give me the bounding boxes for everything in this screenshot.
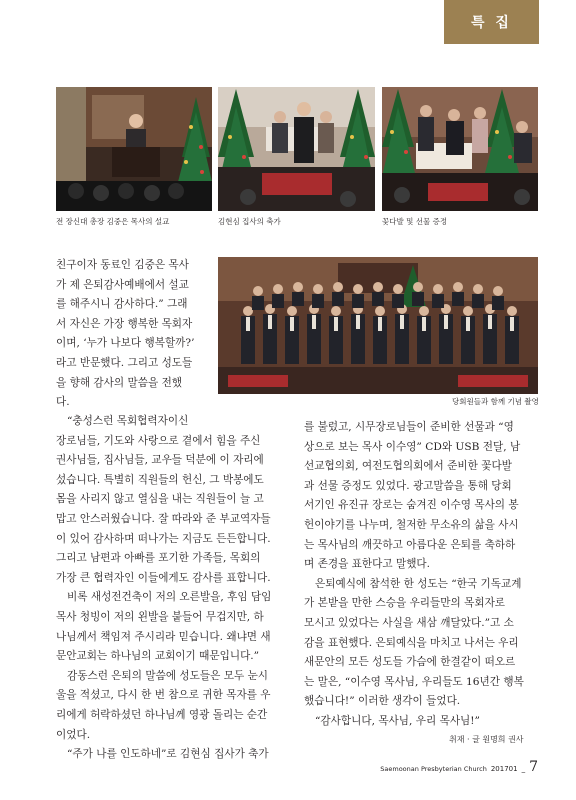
text-line: 상으로 보는 목사 이수영” CD와 USB 전달, 남	[304, 440, 521, 453]
text-line: 새문안의 모든 성도들 가슴에 한결같이 떠오르	[304, 656, 516, 669]
text-line: 감을 표현했다. 은퇴예식을 마치고 나서는 우리	[304, 636, 519, 649]
text-line: 헌이야기를 나누며, 철저한 무소유의 삶을 사시	[304, 518, 519, 531]
text-line: 가 제 은퇴감사예배에서 설교	[56, 278, 189, 291]
text-line: 이며, ‘누가 나보다 행복할까?’	[56, 337, 195, 350]
text-line: 몸을 사리지 않고 열심을 내는 직원들이 늘 고	[56, 493, 264, 506]
text-line: 는 말은, “이수영 목사님, 우리들도 16년간 행복	[304, 675, 524, 688]
page-number: 7	[529, 759, 538, 775]
text-line: 가장 큰 협력자인 이들에게도 감사를 표합니다.	[56, 571, 271, 584]
text-line: 모시고 있었다는 사실을 새삼 깨달았다.”고 소	[304, 616, 514, 629]
text-line: 이 있어 감사하며 떠나가는 지금도 든든합니다.	[56, 532, 271, 545]
text-line: 권사님들, 집사님들, 교우들 덕분에 이 자리에	[56, 454, 264, 467]
text-line: “주가 나를 인도하네”로 김현심 집사가 축가	[67, 748, 269, 761]
article-credit: 취재 · 글 원명희 권사	[449, 735, 524, 744]
gifts-caption: 꽃다발 및 선물 증정	[382, 217, 448, 226]
text-line: 선교협의회, 여전도협의회에서 준비한 꽃다발	[304, 460, 512, 473]
text-line: “충성스런 목회협력자이신	[67, 415, 189, 427]
group-photo	[218, 257, 538, 394]
text-line: 며 존경을 표한다고 말했다.	[304, 558, 431, 571]
text-line: 다.	[56, 396, 70, 409]
gifts-photo	[382, 87, 538, 211]
text-line: 를 불렀고, 시무장로님들이 준비한 선물과 “영	[304, 421, 514, 433]
footer-separator: _	[521, 765, 526, 773]
text-line: 라고 반문했다. 그리고 성도들	[56, 356, 193, 369]
page-footer	[380, 759, 538, 775]
text-line: 는 목사님의 깨끗하고 아름다운 은퇴를 축하하	[304, 538, 516, 551]
article-left-top	[56, 256, 210, 413]
text-line: 과 선물 증정도 있었다. 광고말씀을 통해 당회	[304, 479, 512, 492]
group-caption: 당회원들과 함께 기념 촬영	[452, 397, 539, 406]
text-line: 했습니다!” 이러한 생각이 들었다.	[304, 695, 461, 708]
song-caption: 김현심 집사의 축가	[218, 217, 281, 226]
text-line: 이었다.	[56, 728, 91, 741]
footer-issue: 201701	[490, 765, 518, 773]
article-left-bottom	[56, 412, 292, 765]
text-line: 친구이자 동료인 김중은 목사	[56, 259, 189, 271]
text-line: 목사 청빙이 저의 왼발을 붙들어 무겁지만, 하	[56, 610, 264, 623]
song-photo	[218, 87, 375, 211]
article-right	[304, 418, 540, 732]
sermon-caption: 전 장신대 총장 김중은 목사의 설교	[56, 217, 170, 226]
text-line: 서기인 유진규 장로는 숨겨진 이수영 목사의 봉	[304, 499, 519, 512]
text-line: “감사합니다, 목사님, 우리 목사님!”	[315, 714, 480, 727]
text-line: 섰습니다. 특별히 직원들의 헌신, 그 박봉에도	[56, 473, 264, 486]
text-line: 리에게 허락하셨던 하나님께 영광 돌리는 순간	[56, 708, 268, 721]
text-line: 감동스런 은퇴의 말씀에 성도들은 모두 눈시	[67, 669, 269, 682]
text-line: 그리고 남편과 아빠를 포기한 가족들, 목회의	[56, 552, 261, 565]
text-line: 문안교회는 하나님의 교회이기 때문입니다.”	[56, 650, 260, 663]
text-line: 비록 새성전건축이 저의 오른발을, 후임 담임	[67, 591, 272, 604]
text-line: 은퇴예식에 참석한 한 성도는 “한국 기독교계	[315, 577, 522, 590]
text-line: 가 본받을 만한 스승을 우리들만의 목회자로	[304, 597, 506, 610]
text-line: 나님께서 책임져 주시리라 믿습니다. 왜냐면 새	[56, 630, 271, 643]
footer-church-name: Saemoonan Presbyterian Church	[380, 765, 487, 773]
text-line: 서 자신은 가장 행복한 목회자	[56, 317, 193, 330]
section-tab: 특 집	[444, 0, 539, 44]
text-line: 울을 적셨고, 다시 한 번 참으로 귀한 목자를 우	[56, 689, 271, 702]
text-line: 을 향해 감사의 말씀을 전했	[56, 376, 183, 389]
text-line: 장로님들, 기도와 사랑으로 곁에서 힘을 주신	[56, 434, 261, 447]
text-line: 를 해주시니 감사하다.” 그래	[56, 298, 188, 311]
text-line: 맙고 안스러웠습니다. 잘 따라와 준 부교역자들	[56, 512, 271, 525]
sermon-photo	[56, 87, 212, 211]
